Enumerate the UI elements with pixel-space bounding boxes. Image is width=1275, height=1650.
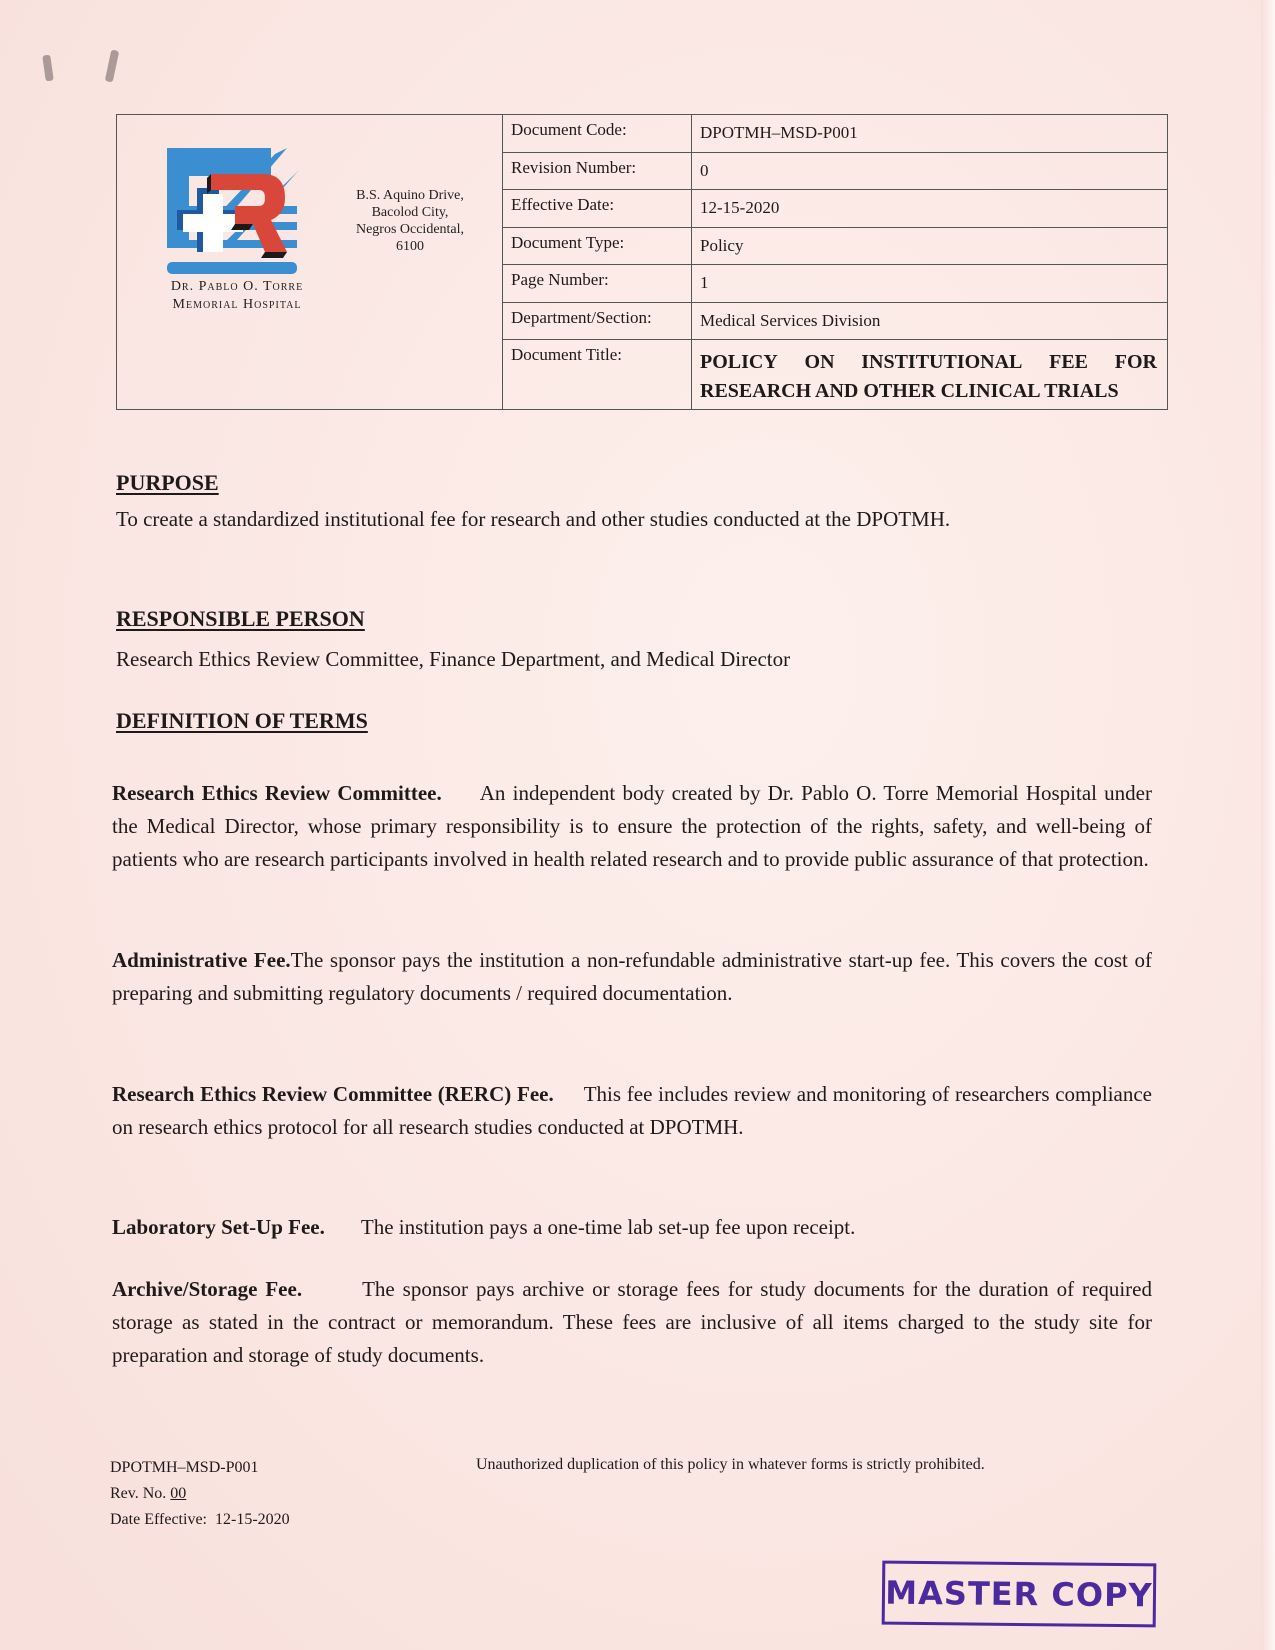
hospital-name-line1: Dr. Pablo O. Torre [170,279,304,294]
meta-label: Document Title: [503,340,692,409]
definition-item [112,1211,1152,1244]
logo-cell [117,115,503,409]
meta-label: Page Number: [503,265,692,302]
definition-term: Research Ethics Review Committee. [112,781,442,805]
definition-item [112,1273,1152,1372]
footer-rev-value: 00 [170,1485,187,1502]
document-meta-table [503,115,1167,409]
address-line: 6100 [396,239,424,254]
meta-label: Effective Date: [503,190,692,227]
document-title-line1 [700,348,1157,377]
document-header-table [116,114,1168,410]
responsible-person-text: Research Ethics Review Committee, Finance Department, and Medical Director [116,647,791,671]
address-line: Negros Occidental, [355,222,465,237]
document-title-line2: RESEARCH AND OTHER CLINICAL TRIALS [700,380,1119,402]
meta-row-revision-number [503,153,1167,191]
footer-date [110,1507,290,1533]
address-line: B.S. Aquino Drive, [356,188,464,203]
title-word: FEE [1049,351,1089,373]
meta-label: Revision Number: [503,153,692,190]
footer-date-value: 12-15-2020 [214,1511,290,1528]
footer-date-label: Date Effective: [110,1511,207,1528]
meta-row-department [503,303,1167,341]
meta-value: 12-15-2020 [700,198,780,217]
hospital-address [335,187,485,255]
meta-value: Medical Services Division [700,310,881,330]
meta-value: Policy [700,235,744,255]
meta-value: DPOTMH–MSD-P001 [700,123,858,142]
footer-doc-code: DPOTMH–MSD-P001 [110,1459,259,1476]
meta-row-document-title [503,340,1167,409]
definition-text: The institution pays a one-time lab set-up fee upon receipt. [360,1215,856,1239]
address-line: Bacolod City, [371,205,449,220]
title-word: POLICY [700,351,778,373]
responsible-person-heading: RESPONSIBLE PERSON [116,606,365,631]
title-word: ON [804,351,835,373]
definition-term: Archive/Storage Fee. [112,1277,303,1301]
scan-artifact [42,55,54,82]
footer-notice: Unauthorized duplication of this policy in whatever forms is strictly prohibited. [476,1456,985,1473]
meta-value: 0 [700,160,709,180]
purpose-text: To create a standardized institutional fee for research and other studies conducted at the DPOTMH. [116,507,951,531]
definition-item [112,944,1152,1010]
definition-text: The sponsor pays the institution a non-refundable administrative start-up fee. This covers the cost of preparing and submitting regulatory documents / required documentation. [112,948,1152,1005]
definition-text: This fee includes review and monitoring of researchers compliance on research ethics protocol for all research studies conducted at DPOTMH. [112,1082,1153,1139]
definition-of-terms-heading: DEFINITION OF TERMS [116,708,368,733]
meta-label: Document Type: [503,228,692,265]
definition-item [112,777,1152,876]
definition-term: Administrative Fee. [112,948,291,972]
meta-row-document-type [503,228,1167,266]
definition-text: An independent body created by Dr. Pablo O. Torre Memorial Hospital under the Medical Director, whose primary responsibility is to ensure the protection of the rights, safety, and well-being of patients who are research participants involved in health related research and to provide public assurance of that protection. [112,781,1153,871]
meta-row-page-number [503,265,1167,303]
definition-item [112,1078,1152,1144]
footer-rev-label: Rev. No. [110,1485,167,1502]
definition-term: Laboratory Set-Up Fee. [112,1215,325,1239]
footer-document-info [110,1455,290,1533]
hospital-logo-icon [167,148,302,278]
definition-text: The sponsor pays archive or storage fees for study documents for the duration of required storage as stated in the contract or memorandum. These fees are inclusive of all items charged to the study site for preparation and storage of study documents. [112,1277,1152,1367]
master-copy-stamp: MASTER COPY [882,1561,1157,1628]
scan-artifact [105,50,119,83]
meta-value: 1 [700,273,709,292]
purpose-heading: PURPOSE [116,470,219,495]
hospital-name [147,278,327,314]
footer-revision [110,1481,290,1507]
meta-label: Document Code: [503,115,692,152]
title-word: FOR [1114,351,1157,373]
title-word: INSTITUTIONAL [861,351,1023,373]
hospital-name-line2: Memorial Hospital [172,297,302,312]
definition-term: Research Ethics Review Committee (RERC) Fee. [112,1082,554,1106]
document-title [692,340,1167,409]
meta-label: Department/Section: [503,303,692,340]
meta-row-document-code [503,115,1167,153]
meta-row-effective-date [503,190,1167,228]
page-edge [1261,0,1275,1650]
